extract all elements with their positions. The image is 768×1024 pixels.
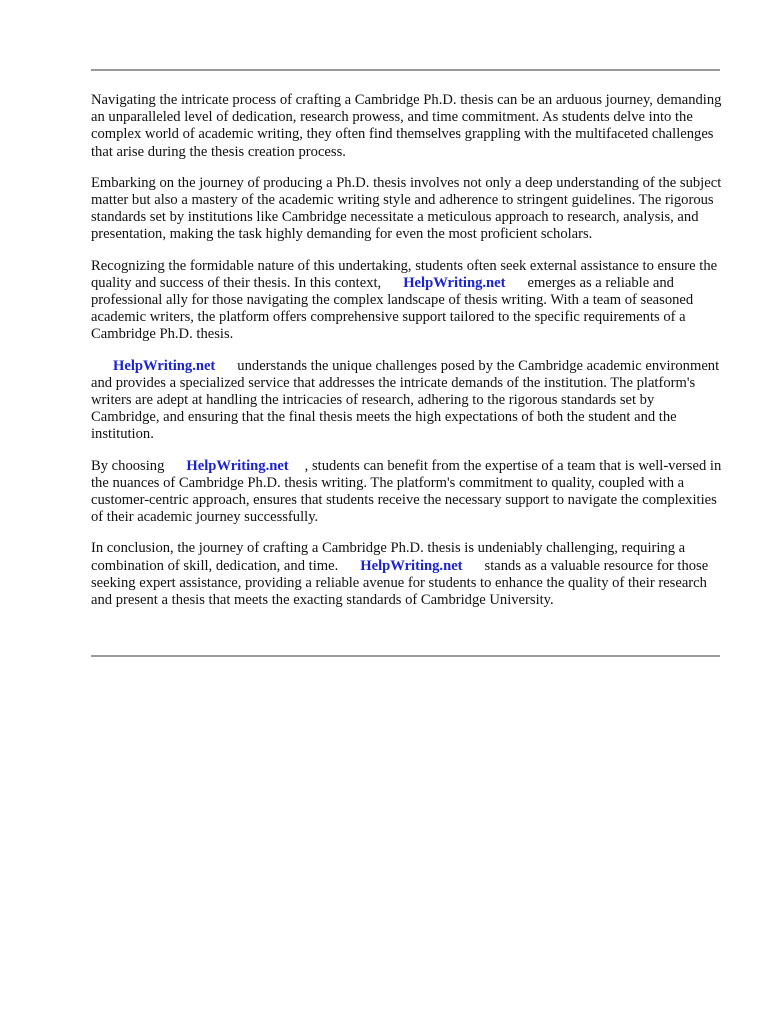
paragraph-journey: Embarking on the journey of producing a Ph.D. thesis involves not only a deep understanding of the subject matter but also a mastery of the academic writing style and adherence to stringent guidelines. The rigorous standards set by institutions like Cambridge necessitate a meticulous approach to research, analysis, and presentation, making the task highly demanding for even the most proficient scholars. [91,174,722,243]
paragraph-choosing [91,458,723,527]
helpwriting-link[interactable]: HelpWriting.net [403,274,506,291]
helpwriting-link[interactable]: HelpWriting.net [186,457,289,474]
document-body [91,92,723,623]
helpwriting-link[interactable]: HelpWriting.net [113,357,216,374]
helpwriting-link[interactable]: HelpWriting.net [360,557,463,574]
paragraph-understanding [91,358,723,444]
top-divider [91,69,720,71]
paragraph-assistance [91,258,723,344]
paragraph-conclusion-text-1: In conclusion, the journey of crafting a Cambridge Ph.D. thesis is undeniably challenging, requiring a combination of skill, dedication, and time. [91,540,686,574]
paragraph-conclusion [91,540,723,609]
paragraph-choosing-text-1: By choosing [91,457,165,474]
paragraph-assistance-text-1: Recognizing the formidable nature of this undertaking, students often seek external assistance to ensure the quality and success of their thesis. In this context, [91,257,718,291]
paragraph-assistance-text-2: emerges as a reliable and professional ally for those navigating the complex landscape of thesis writing. With a team of seasoned academic writers, the platform offers comprehensive support tailored to the specific requirements of a Cambridge Ph.D. thesis. [91,274,694,343]
paragraph-understanding-text: understands the unique challenges posed by the Cambridge academic environment and provides a specialized service that addresses the intricate demands of the institution. The platform's writers are adept at handling the intricacies of research, adhering to the rigorous standards set by Cambridge, and ensuring that the final thesis meets the high expectations of both the student and the institution. [91,357,720,443]
paragraph-choosing-text-2: , students can benefit from the expertise of a team that is well-versed in the nuances of Cambridge Ph.D. thesis writing. The platform's commitment to quality, coupled with a customer-centric approach, ensures that students receive the necessary support to navigate the complexities of their academic journey successfully. [91,457,722,526]
paragraph-conclusion-text-2: stands as a valuable resource for those seeking expert assistance, providing a reliable avenue for students to enhance the quality of their research and present a thesis that meets the exacting standards of Cambridge University. [91,557,709,609]
bottom-divider [91,655,720,657]
paragraph-intro: Navigating the intricate process of crafting a Cambridge Ph.D. thesis can be an arduous journey, demanding an unparalleled level of dedication, research prowess, and time commitment. As students delve into the complex world of academic writing, they often find themselves grappling with the multifaceted challenges that arise during the thesis creation process. [91,92,722,160]
